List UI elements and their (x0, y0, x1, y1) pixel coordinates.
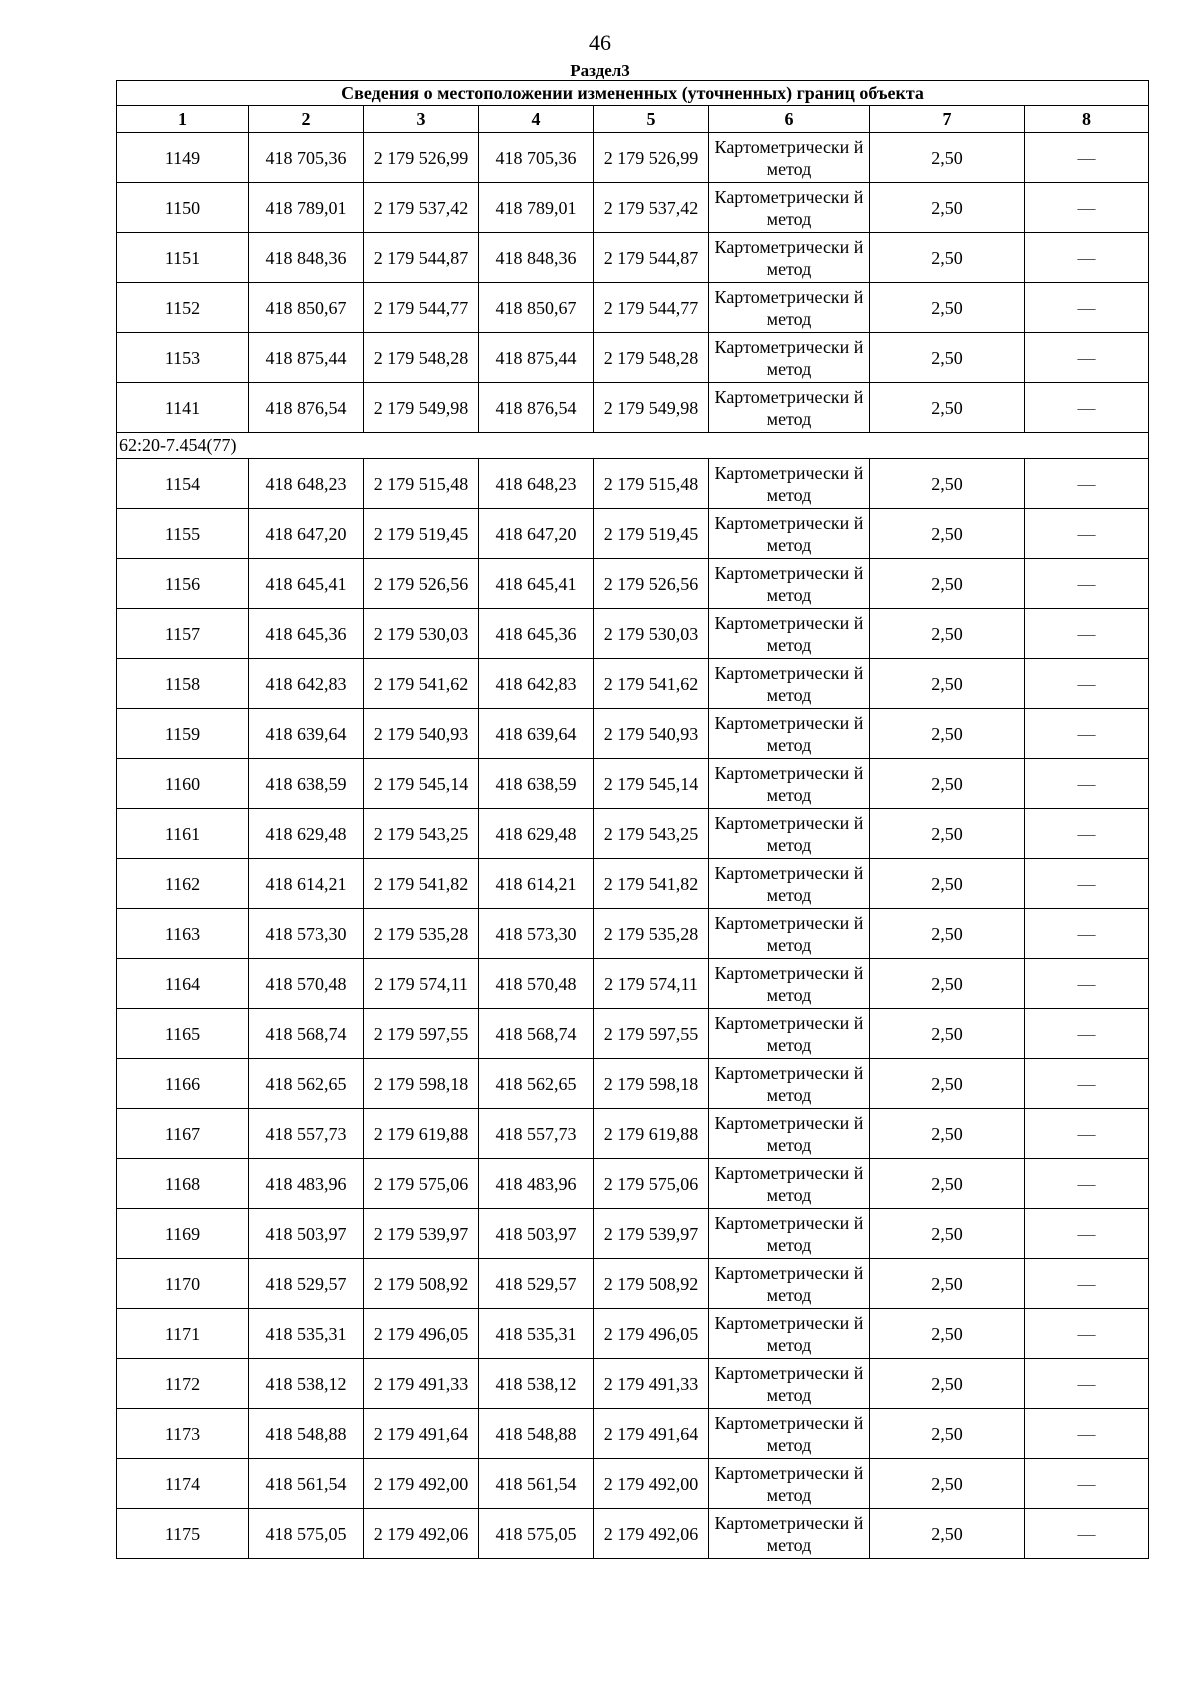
table-row (117, 909, 1149, 959)
x-coordinate-refined: 418 548,88 (479, 1409, 594, 1459)
note-dash: — (1025, 283, 1149, 333)
x-coordinate-existing: 418 557,73 (249, 1109, 364, 1159)
determination-method: Картометрически й метод (709, 1459, 870, 1509)
note-dash: — (1025, 659, 1149, 709)
determination-method: Картометрически й метод (709, 283, 870, 333)
y-coordinate-existing: 2 179 541,62 (364, 659, 479, 709)
accuracy-value: 2,50 (870, 559, 1025, 609)
accuracy-value: 2,50 (870, 809, 1025, 859)
point-number: 1171 (117, 1309, 249, 1359)
note-dash: — (1025, 859, 1149, 909)
y-coordinate-existing: 2 179 541,82 (364, 859, 479, 909)
note-dash: — (1025, 1059, 1149, 1109)
x-coordinate-existing: 418 789,01 (249, 183, 364, 233)
cadastral-block-label: 62:20-7.454(77) (117, 433, 1149, 459)
table-row (117, 1009, 1149, 1059)
accuracy-value: 2,50 (870, 283, 1025, 333)
table-title: Сведения о местоположении измененных (уточненных) границ объекта (117, 81, 1149, 106)
x-coordinate-refined: 418 645,36 (479, 609, 594, 659)
accuracy-value: 2,50 (870, 859, 1025, 909)
point-number: 1157 (117, 609, 249, 659)
x-coordinate-refined: 418 875,44 (479, 333, 594, 383)
y-coordinate-refined: 2 179 619,88 (594, 1109, 709, 1159)
table-row (117, 1209, 1149, 1259)
y-coordinate-refined: 2 179 540,93 (594, 709, 709, 759)
y-coordinate-refined: 2 179 491,33 (594, 1359, 709, 1409)
column-header: 8 (1025, 106, 1149, 133)
point-number: 1158 (117, 659, 249, 709)
x-coordinate-existing: 418 573,30 (249, 909, 364, 959)
note-dash: — (1025, 133, 1149, 183)
point-number: 1155 (117, 509, 249, 559)
y-coordinate-refined: 2 179 544,77 (594, 283, 709, 333)
column-header: 5 (594, 106, 709, 133)
y-coordinate-existing: 2 179 491,33 (364, 1359, 479, 1409)
accuracy-value: 2,50 (870, 1309, 1025, 1359)
x-coordinate-existing: 418 529,57 (249, 1259, 364, 1309)
accuracy-value: 2,50 (870, 459, 1025, 509)
point-number: 1166 (117, 1059, 249, 1109)
accuracy-value: 2,50 (870, 1009, 1025, 1059)
column-header: 3 (364, 106, 479, 133)
y-coordinate-refined: 2 179 526,99 (594, 133, 709, 183)
determination-method: Картометрически й метод (709, 759, 870, 809)
note-dash: — (1025, 1209, 1149, 1259)
table-row (117, 1309, 1149, 1359)
table-row (117, 1459, 1149, 1509)
y-coordinate-refined: 2 179 535,28 (594, 909, 709, 959)
table-body (117, 133, 1149, 1559)
y-coordinate-existing: 2 179 537,42 (364, 183, 479, 233)
x-coordinate-refined: 418 614,21 (479, 859, 594, 909)
x-coordinate-existing: 418 483,96 (249, 1159, 364, 1209)
column-header: 4 (479, 106, 594, 133)
y-coordinate-existing: 2 179 545,14 (364, 759, 479, 809)
x-coordinate-refined: 418 642,83 (479, 659, 594, 709)
x-coordinate-existing: 418 561,54 (249, 1459, 364, 1509)
y-coordinate-existing: 2 179 491,64 (364, 1409, 479, 1459)
x-coordinate-refined: 418 570,48 (479, 959, 594, 1009)
point-number: 1156 (117, 559, 249, 609)
point-number: 1152 (117, 283, 249, 333)
note-dash: — (1025, 383, 1149, 433)
determination-method: Картометрически й метод (709, 1059, 870, 1109)
point-number: 1141 (117, 383, 249, 433)
y-coordinate-existing: 2 179 526,56 (364, 559, 479, 609)
determination-method: Картометрически й метод (709, 383, 870, 433)
x-coordinate-refined: 418 850,67 (479, 283, 594, 333)
note-dash: — (1025, 909, 1149, 959)
x-coordinate-refined: 418 629,48 (479, 809, 594, 859)
y-coordinate-existing: 2 179 544,87 (364, 233, 479, 283)
section-label: Раздел3 (570, 61, 630, 80)
accuracy-value: 2,50 (870, 233, 1025, 283)
point-number: 1151 (117, 233, 249, 283)
x-coordinate-existing: 418 642,83 (249, 659, 364, 709)
note-dash: — (1025, 1159, 1149, 1209)
x-coordinate-refined: 418 561,54 (479, 1459, 594, 1509)
y-coordinate-refined: 2 179 574,11 (594, 959, 709, 1009)
determination-method: Картометрически й метод (709, 1409, 870, 1459)
point-number: 1167 (117, 1109, 249, 1159)
column-header: 2 (249, 106, 364, 133)
note-dash: — (1025, 809, 1149, 859)
determination-method: Картометрически й метод (709, 659, 870, 709)
determination-method: Картометрически й метод (709, 233, 870, 283)
point-number: 1169 (117, 1209, 249, 1259)
accuracy-value: 2,50 (870, 1459, 1025, 1509)
table-row (117, 759, 1149, 809)
determination-method: Картометрически й метод (709, 609, 870, 659)
x-coordinate-existing: 418 647,20 (249, 509, 364, 559)
determination-method: Картометрически й метод (709, 559, 870, 609)
accuracy-value: 2,50 (870, 1359, 1025, 1409)
table-row (117, 459, 1149, 509)
point-number: 1160 (117, 759, 249, 809)
accuracy-value: 2,50 (870, 759, 1025, 809)
note-dash: — (1025, 1009, 1149, 1059)
note-dash: — (1025, 459, 1149, 509)
note-dash: — (1025, 1109, 1149, 1159)
y-coordinate-refined: 2 179 526,56 (594, 559, 709, 609)
point-number: 1163 (117, 909, 249, 959)
table-row (117, 233, 1149, 283)
y-coordinate-existing: 2 179 530,03 (364, 609, 479, 659)
y-coordinate-refined: 2 179 545,14 (594, 759, 709, 809)
x-coordinate-refined: 418 483,96 (479, 1159, 594, 1209)
cadastral-block-row (117, 433, 1149, 459)
y-coordinate-existing: 2 179 526,99 (364, 133, 479, 183)
accuracy-value: 2,50 (870, 133, 1025, 183)
y-coordinate-refined: 2 179 597,55 (594, 1009, 709, 1059)
x-coordinate-existing: 418 645,41 (249, 559, 364, 609)
x-coordinate-existing: 418 645,36 (249, 609, 364, 659)
table-row (117, 809, 1149, 859)
y-coordinate-refined: 2 179 543,25 (594, 809, 709, 859)
y-coordinate-refined: 2 179 496,05 (594, 1309, 709, 1359)
determination-method: Картометрически й метод (709, 1359, 870, 1409)
column-header: 7 (870, 106, 1025, 133)
table-row (117, 509, 1149, 559)
note-dash: — (1025, 1259, 1149, 1309)
x-coordinate-existing: 418 614,21 (249, 859, 364, 909)
determination-method: Картометрически й метод (709, 1009, 870, 1059)
x-coordinate-refined: 418 529,57 (479, 1259, 594, 1309)
y-coordinate-existing: 2 179 539,97 (364, 1209, 479, 1259)
x-coordinate-existing: 418 876,54 (249, 383, 364, 433)
point-number: 1164 (117, 959, 249, 1009)
note-dash: — (1025, 333, 1149, 383)
note-dash: — (1025, 759, 1149, 809)
point-number: 1174 (117, 1459, 249, 1509)
x-coordinate-refined: 418 638,59 (479, 759, 594, 809)
table-row (117, 659, 1149, 709)
x-coordinate-existing: 418 562,65 (249, 1059, 364, 1109)
table-row (117, 859, 1149, 909)
x-coordinate-existing: 418 875,44 (249, 333, 364, 383)
determination-method: Картометрически й метод (709, 1159, 870, 1209)
x-coordinate-existing: 418 629,48 (249, 809, 364, 859)
x-coordinate-existing: 418 503,97 (249, 1209, 364, 1259)
point-number: 1153 (117, 333, 249, 383)
accuracy-value: 2,50 (870, 1059, 1025, 1109)
point-number: 1168 (117, 1159, 249, 1209)
note-dash: — (1025, 233, 1149, 283)
y-coordinate-refined: 2 179 549,98 (594, 383, 709, 433)
x-coordinate-existing: 418 575,05 (249, 1509, 364, 1559)
table-row (117, 1259, 1149, 1309)
x-coordinate-existing: 418 705,36 (249, 133, 364, 183)
accuracy-value: 2,50 (870, 1159, 1025, 1209)
point-number: 1150 (117, 183, 249, 233)
note-dash: — (1025, 959, 1149, 1009)
point-number: 1172 (117, 1359, 249, 1409)
y-coordinate-refined: 2 179 539,97 (594, 1209, 709, 1259)
y-coordinate-refined: 2 179 541,82 (594, 859, 709, 909)
determination-method: Картометрически й метод (709, 1509, 870, 1559)
y-coordinate-existing: 2 179 574,11 (364, 959, 479, 1009)
determination-method: Картометрически й метод (709, 509, 870, 559)
note-dash: — (1025, 1359, 1149, 1409)
note-dash: — (1025, 509, 1149, 559)
determination-method: Картометрически й метод (709, 333, 870, 383)
determination-method: Картометрически й метод (709, 909, 870, 959)
y-coordinate-existing: 2 179 548,28 (364, 333, 479, 383)
y-coordinate-existing: 2 179 597,55 (364, 1009, 479, 1059)
x-coordinate-refined: 418 639,64 (479, 709, 594, 759)
y-coordinate-existing: 2 179 515,48 (364, 459, 479, 509)
accuracy-value: 2,50 (870, 1509, 1025, 1559)
x-coordinate-refined: 418 705,36 (479, 133, 594, 183)
point-number: 1161 (117, 809, 249, 859)
accuracy-value: 2,50 (870, 509, 1025, 559)
point-number: 1170 (117, 1259, 249, 1309)
table-row (117, 383, 1149, 433)
x-coordinate-refined: 418 647,20 (479, 509, 594, 559)
point-number: 1165 (117, 1009, 249, 1059)
determination-method: Картометрически й метод (709, 959, 870, 1009)
y-coordinate-existing: 2 179 508,92 (364, 1259, 479, 1309)
y-coordinate-existing: 2 179 535,28 (364, 909, 479, 959)
x-coordinate-refined: 418 648,23 (479, 459, 594, 509)
x-coordinate-refined: 418 876,54 (479, 383, 594, 433)
determination-method: Картометрически й метод (709, 709, 870, 759)
x-coordinate-existing: 418 570,48 (249, 959, 364, 1009)
y-coordinate-refined: 2 179 508,92 (594, 1259, 709, 1309)
table-row (117, 959, 1149, 1009)
y-coordinate-existing: 2 179 598,18 (364, 1059, 479, 1109)
y-coordinate-refined: 2 179 492,00 (594, 1459, 709, 1509)
note-dash: — (1025, 559, 1149, 609)
determination-method: Картометрически й метод (709, 1109, 870, 1159)
accuracy-value: 2,50 (870, 709, 1025, 759)
y-coordinate-existing: 2 179 496,05 (364, 1309, 479, 1359)
y-coordinate-refined: 2 179 544,87 (594, 233, 709, 283)
determination-method: Картометрически й метод (709, 459, 870, 509)
y-coordinate-existing: 2 179 575,06 (364, 1159, 479, 1209)
x-coordinate-existing: 418 850,67 (249, 283, 364, 333)
x-coordinate-refined: 418 645,41 (479, 559, 594, 609)
point-number: 1159 (117, 709, 249, 759)
x-coordinate-refined: 418 557,73 (479, 1109, 594, 1159)
determination-method: Картометрически й метод (709, 1259, 870, 1309)
determination-method: Картометрически й метод (709, 133, 870, 183)
table-row (117, 333, 1149, 383)
table-row (117, 183, 1149, 233)
y-coordinate-existing: 2 179 492,06 (364, 1509, 479, 1559)
y-coordinate-existing: 2 179 543,25 (364, 809, 479, 859)
y-coordinate-refined: 2 179 537,42 (594, 183, 709, 233)
x-coordinate-existing: 418 538,12 (249, 1359, 364, 1409)
table-row (117, 1109, 1149, 1159)
y-coordinate-refined: 2 179 515,48 (594, 459, 709, 509)
accuracy-value: 2,50 (870, 383, 1025, 433)
table-row (117, 1409, 1149, 1459)
y-coordinate-refined: 2 179 575,06 (594, 1159, 709, 1209)
accuracy-value: 2,50 (870, 959, 1025, 1009)
x-coordinate-existing: 418 848,36 (249, 233, 364, 283)
point-number: 1154 (117, 459, 249, 509)
note-dash: — (1025, 1459, 1149, 1509)
x-coordinate-refined: 418 503,97 (479, 1209, 594, 1259)
x-coordinate-refined: 418 535,31 (479, 1309, 594, 1359)
y-coordinate-existing: 2 179 544,77 (364, 283, 479, 333)
determination-method: Картометрически й метод (709, 1209, 870, 1259)
accuracy-value: 2,50 (870, 333, 1025, 383)
table-row (117, 1059, 1149, 1109)
column-header: 1 (117, 106, 249, 133)
x-coordinate-refined: 418 789,01 (479, 183, 594, 233)
point-number: 1175 (117, 1509, 249, 1559)
column-header-row (117, 106, 1149, 133)
x-coordinate-refined: 418 573,30 (479, 909, 594, 959)
column-header: 6 (709, 106, 870, 133)
x-coordinate-existing: 418 648,23 (249, 459, 364, 509)
note-dash: — (1025, 1509, 1149, 1559)
x-coordinate-refined: 418 575,05 (479, 1509, 594, 1559)
x-coordinate-refined: 418 568,74 (479, 1009, 594, 1059)
y-coordinate-existing: 2 179 540,93 (364, 709, 479, 759)
page-number: 46 (589, 30, 611, 55)
determination-method: Картометрически й метод (709, 809, 870, 859)
table-row (117, 609, 1149, 659)
determination-method: Картометрически й метод (709, 183, 870, 233)
table-row (117, 133, 1149, 183)
determination-method: Картометрически й метод (709, 1309, 870, 1359)
note-dash: — (1025, 1409, 1149, 1459)
point-number: 1162 (117, 859, 249, 909)
table-row (117, 283, 1149, 333)
point-number: 1173 (117, 1409, 249, 1459)
note-dash: — (1025, 183, 1149, 233)
table-row (117, 1359, 1149, 1409)
x-coordinate-existing: 418 548,88 (249, 1409, 364, 1459)
x-coordinate-existing: 418 535,31 (249, 1309, 364, 1359)
y-coordinate-existing: 2 179 619,88 (364, 1109, 479, 1159)
table-row (117, 1159, 1149, 1209)
y-coordinate-existing: 2 179 492,00 (364, 1459, 479, 1509)
x-coordinate-existing: 418 639,64 (249, 709, 364, 759)
accuracy-value: 2,50 (870, 183, 1025, 233)
table-row (117, 559, 1149, 609)
boundary-coordinates-table (116, 80, 1149, 1559)
y-coordinate-existing: 2 179 549,98 (364, 383, 479, 433)
x-coordinate-refined: 418 538,12 (479, 1359, 594, 1409)
x-coordinate-existing: 418 638,59 (249, 759, 364, 809)
accuracy-value: 2,50 (870, 1109, 1025, 1159)
y-coordinate-refined: 2 179 548,28 (594, 333, 709, 383)
note-dash: — (1025, 1309, 1149, 1359)
note-dash: — (1025, 709, 1149, 759)
y-coordinate-refined: 2 179 519,45 (594, 509, 709, 559)
y-coordinate-refined: 2 179 541,62 (594, 659, 709, 709)
accuracy-value: 2,50 (870, 1409, 1025, 1459)
accuracy-value: 2,50 (870, 659, 1025, 709)
x-coordinate-refined: 418 562,65 (479, 1059, 594, 1109)
determination-method: Картометрически й метод (709, 859, 870, 909)
table-row (117, 709, 1149, 759)
y-coordinate-existing: 2 179 519,45 (364, 509, 479, 559)
accuracy-value: 2,50 (870, 1259, 1025, 1309)
accuracy-value: 2,50 (870, 1209, 1025, 1259)
y-coordinate-refined: 2 179 598,18 (594, 1059, 709, 1109)
note-dash: — (1025, 609, 1149, 659)
accuracy-value: 2,50 (870, 609, 1025, 659)
y-coordinate-refined: 2 179 491,64 (594, 1409, 709, 1459)
y-coordinate-refined: 2 179 530,03 (594, 609, 709, 659)
accuracy-value: 2,50 (870, 909, 1025, 959)
table-row (117, 1509, 1149, 1559)
y-coordinate-refined: 2 179 492,06 (594, 1509, 709, 1559)
x-coordinate-refined: 418 848,36 (479, 233, 594, 283)
point-number: 1149 (117, 133, 249, 183)
x-coordinate-existing: 418 568,74 (249, 1009, 364, 1059)
